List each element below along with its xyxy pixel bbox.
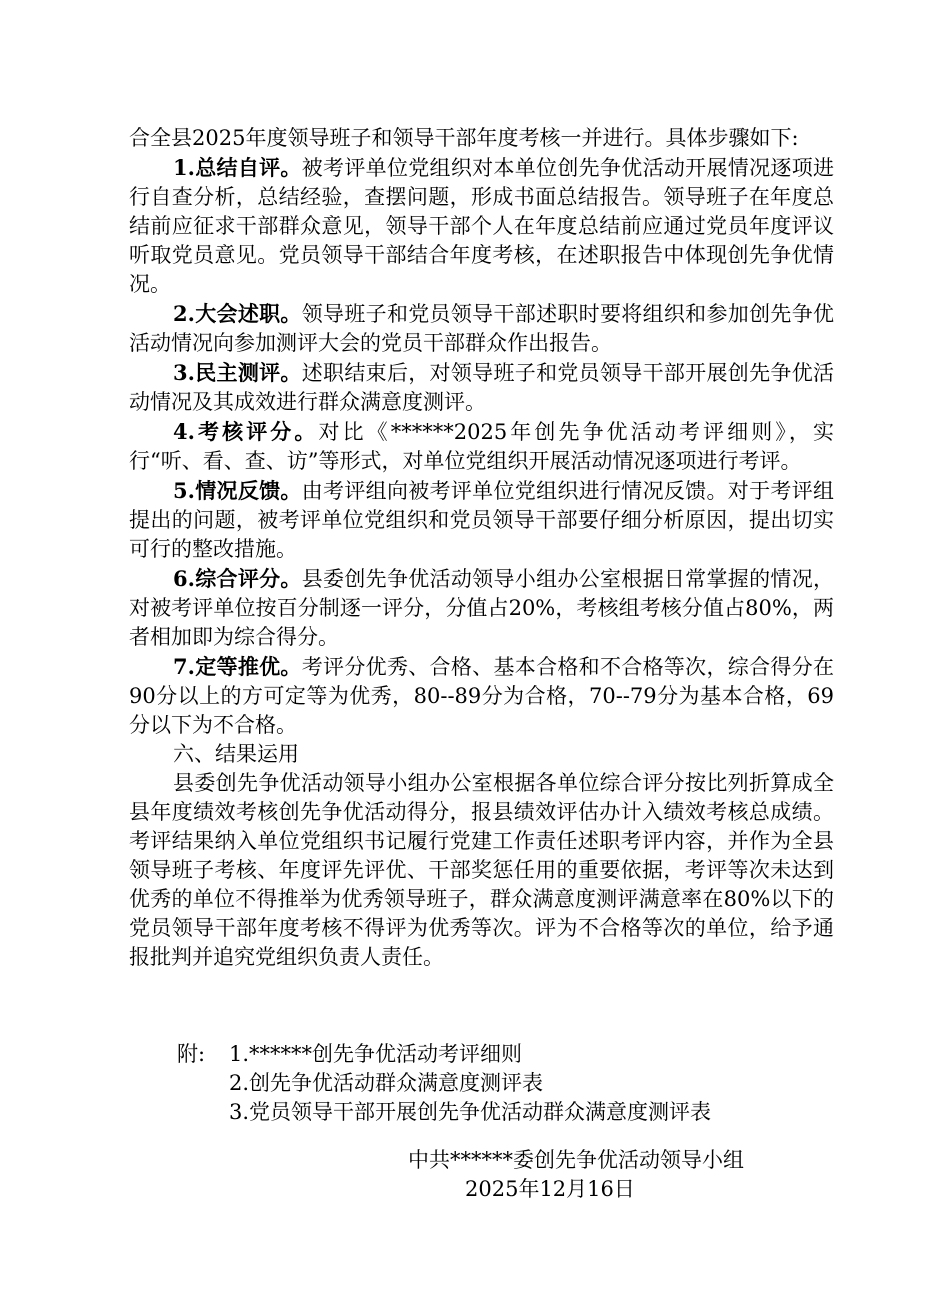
section-6-heading: 六、结果运用 — [173, 742, 299, 766]
appendix-item-3: 3.党员领导干部开展创先争优活动群众满意度测评表 — [229, 1100, 712, 1124]
step-1-paragraph — [129, 153, 834, 299]
step-6-text: 县委创先争优活动领导小组办公室根据日常掌握的情况，对被考评单位按百分制逐一评分，分值占20%，考核组考核分值占80%，两者相加即为综合得分。 — [129, 567, 834, 649]
step-7-heading: 7.定等推优。 — [173, 654, 302, 679]
section-6-paragraph: 县委创先争优活动领导小组办公室根据各单位综合评分按比列折算成全县年度绩效考核创先争优活动得分，报县绩效评估办计入绩效考核总成绩。考评结果纳入单位党组织书记履行党建工作责任述职考评内容，并作为全县领导班子考核、年度评先评优、干部奖惩任用的重要依据，考评等次未达到优秀的单位不得推举为优秀领导班子，群众满意度测评满意率在80%以下的党员领导干部年度考核不得评为优秀等次。评为不合格等次的单位，给予通报批判并追究党组织负责人责任。 — [129, 771, 834, 969]
step-5-paragraph — [129, 476, 834, 564]
step-3-text: 述职结束后，对领导班子和党员领导干部开展创先争优活动情况及其成效进行群众满意度测评。 — [129, 361, 834, 414]
document-body — [129, 124, 834, 972]
step-5-text: 由考评组向被考评单位党组织进行情况反馈。对于考评组提出的问题，被考评单位党组织和党员领导干部要仔细分析原因，提出切实可行的整改措施。 — [129, 479, 834, 561]
step-5-heading: 5.情况反馈。 — [173, 478, 302, 503]
step-2-text: 领导班子和党员领导干部述职时要将组织和参加创先争优活动情况向参加测评大会的党员干部群众作出报告。 — [129, 302, 834, 355]
step-6-paragraph — [129, 564, 834, 652]
step-2-paragraph — [129, 299, 834, 358]
step-1-heading: 1.总结自评。 — [173, 155, 302, 180]
step-4-paragraph — [129, 417, 834, 476]
step-4-text: 对比《******2025年创先争优活动考评细则》，实行“听、看、查、访”等形式，对单位党组织开展活动情况逐项进行考评。 — [129, 420, 834, 473]
step-4-heading: 4.考核评分。 — [173, 419, 319, 444]
step-2-heading: 2.大会述职。 — [173, 301, 302, 326]
step-7-text: 考评分优秀、合格、基本合格和不合格等次，综合得分在90分以上的方可定等为优秀，80--89分为合格，70--79分为基本合格，69分以下为不合格。 — [129, 655, 834, 737]
step-3-heading: 3.民主测评。 — [173, 360, 302, 385]
signature-organization: 中共******委创先争优活动领导小组 — [408, 1148, 744, 1172]
appendix-row-2 — [177, 1069, 711, 1098]
signature-date: 2025年12月16日 — [465, 1177, 635, 1201]
step-1-text: 被考评单位党组织对本单位创先争优活动开展情况逐项进行自查分析，总结经验，查摆问题，形成书面总结报告。领导班子在年度总结前应征求干部群众意见，领导干部个人在年度总结前应通过党员年度评议听取党员意见。党员领导干部结合年度考核，在述职报告中体现创先争优情况。 — [129, 156, 834, 296]
appendix-item-2: 2.创先争优活动群众满意度测评表 — [229, 1071, 544, 1095]
appendix-row-1 — [177, 1040, 711, 1069]
step-3-paragraph — [129, 358, 834, 417]
intro-paragraph: 合全县2025年度领导班子和领导干部年度考核一并进行。具体步骤如下: — [129, 126, 799, 150]
appendix-row-3 — [177, 1098, 711, 1127]
step-6-heading: 6.综合评分。 — [173, 566, 302, 591]
appendix-item-1: 1.******创先争优活动考评细则 — [229, 1042, 523, 1066]
appendix-label: 附: — [177, 1042, 206, 1066]
appendix-list — [177, 1040, 711, 1127]
step-7-paragraph — [129, 652, 834, 740]
